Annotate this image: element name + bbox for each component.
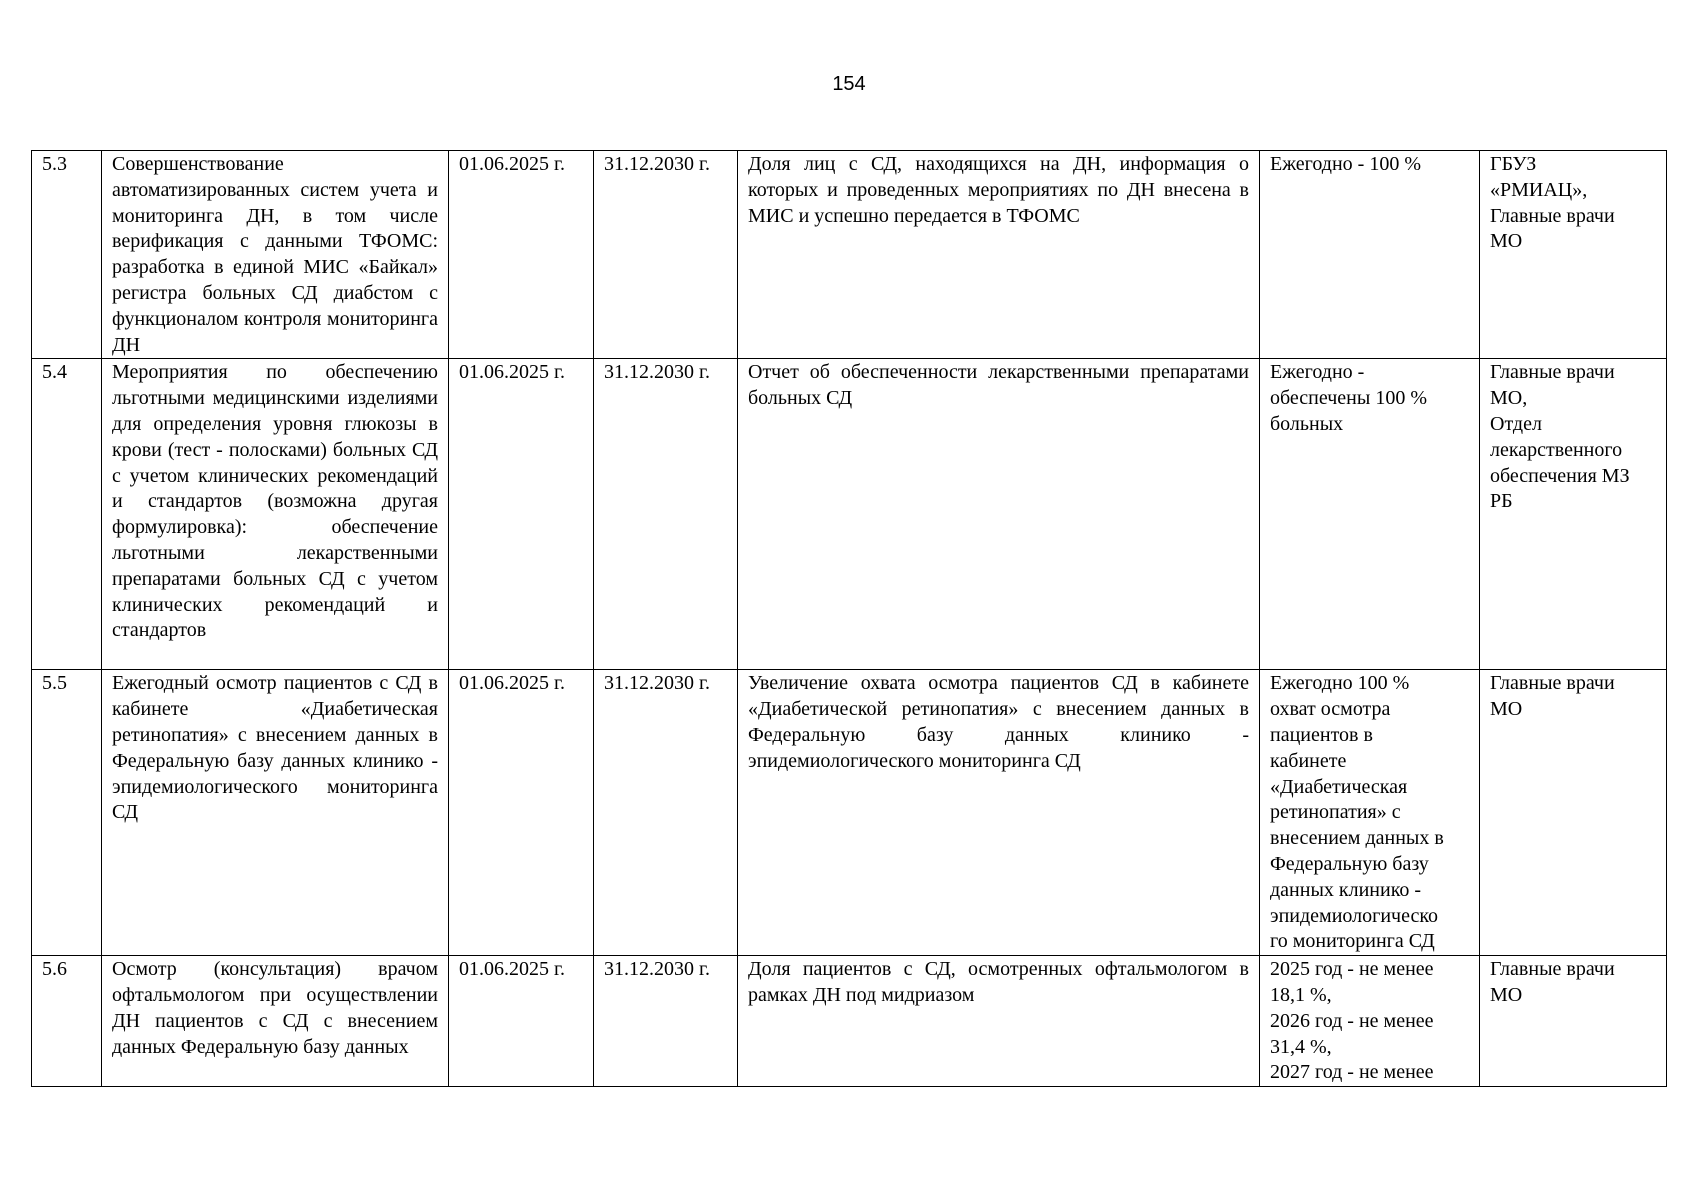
row-number: 5.5: [32, 670, 102, 956]
indicator-line: внесением данных в: [1270, 827, 1444, 850]
indicator-line: больных: [1270, 412, 1344, 435]
responsible-cell: [1480, 956, 1667, 1087]
start-date-cell: 01.06.2025 г.: [449, 956, 594, 1087]
responsible-line: МО,: [1490, 387, 1528, 410]
indicator-line: Ежегодно 100 %: [1270, 672, 1410, 695]
page-number: 154: [832, 73, 866, 95]
indicator-cell: [1260, 670, 1480, 956]
responsible-line: РБ: [1490, 490, 1513, 513]
indicator-line: 2027 год - не менее: [1270, 1061, 1434, 1084]
indicator-cell: [1260, 359, 1480, 670]
responsible-line: лекарственного: [1490, 438, 1623, 461]
table-row: [32, 670, 1667, 956]
indicator-line: Федеральную базу: [1270, 852, 1429, 875]
indicator-line: Ежегодно - 100 %: [1270, 153, 1421, 175]
responsible-cell: [1480, 670, 1667, 956]
activities-table: [31, 150, 1667, 1087]
result-cell: Доля лиц с СД, находящихся на ДН, информация о которых и проведенных мероприятиях по ДН внесена в МИС и успешно передается в ТФОМС: [738, 151, 1260, 359]
responsible-line: обеспечения МЗ: [1490, 464, 1630, 487]
responsible-line: Отдел: [1490, 412, 1542, 435]
responsible-line: «РМИАЦ»,: [1490, 178, 1588, 201]
indicator-line: 2026 год - не менее: [1270, 1009, 1434, 1032]
responsible-line: МО: [1490, 983, 1523, 1006]
start-date-cell: 01.06.2025 г.: [449, 151, 594, 359]
activity-cell: Осмотр (консультация) врачом офтальмологом при осуществлении ДН пациентов с СД с внесением данных Федеральную базу данных: [102, 956, 449, 1087]
row-number: 5.4: [32, 359, 102, 670]
end-date-cell: 31.12.2030 г.: [594, 956, 738, 1087]
responsible-line: Главные врачи: [1490, 204, 1615, 227]
responsible-line: МО: [1490, 230, 1523, 253]
result-cell: Доля пациентов с СД, осмотренных офтальмологом в рамках ДН под мидриазом: [738, 956, 1260, 1087]
responsible-line: Главные врачи: [1490, 361, 1615, 384]
table-row: [32, 956, 1667, 1087]
indicator-line: данных клинико -: [1270, 878, 1422, 901]
end-date-cell: 31.12.2030 г.: [594, 670, 738, 956]
indicator-line: 31,4 %,: [1270, 1035, 1332, 1058]
responsible-line: МО: [1490, 698, 1523, 721]
responsible-line: ГБУЗ: [1490, 153, 1537, 175]
indicator-line: Ежегодно -: [1270, 361, 1365, 384]
responsible-cell: [1480, 151, 1667, 359]
indicator-line: охват осмотра: [1270, 698, 1391, 721]
activity-cell: Совершенствование автоматизированных систем учета и мониторинга ДН, в том числе верификация с данными ТФОМС: разработка в единой МИС «Байкал» регистра больных СД диабстом с функционалом контроля мониторинга ДН: [102, 151, 449, 359]
end-date-cell: 31.12.2030 г.: [594, 359, 738, 670]
row-number: 5.3: [32, 151, 102, 359]
indicator-line: кабинете: [1270, 749, 1347, 772]
result-cell: Увеличение охвата осмотра пациентов СД в кабинете «Диабетической ретинопатия» с внесением данных в Федеральную базу данных клинико - эпидемиологического мониторинга СД: [738, 670, 1260, 956]
end-date-cell: 31.12.2030 г.: [594, 151, 738, 359]
responsible-line: Главные врачи: [1490, 672, 1615, 695]
responsible-line: Главные врачи: [1490, 958, 1615, 981]
row-number: 5.6: [32, 956, 102, 1087]
table-row: [32, 151, 1667, 359]
indicator-line: 18,1 %,: [1270, 983, 1332, 1006]
result-cell: Отчет об обеспеченности лекарственными препаратами больных СД: [738, 359, 1260, 670]
indicator-cell: [1260, 956, 1480, 1087]
indicator-line: обеспечены 100 %: [1270, 387, 1427, 410]
indicator-line: го мониторинга СД: [1270, 930, 1435, 953]
activity-cell: Ежегодный осмотр пациентов с СД в кабинете «Диабетическая ретинопатия» с внесением данных в Федеральную базу данных клинико - эпидемиологического мониторинга СД: [102, 670, 449, 956]
indicator-line: «Диабетическая: [1270, 775, 1408, 798]
indicator-line: пациентов в: [1270, 723, 1373, 746]
indicator-line: ретинопатия» с: [1270, 801, 1401, 824]
indicator-line: 2025 год - не менее: [1270, 958, 1434, 981]
start-date-cell: 01.06.2025 г.: [449, 359, 594, 670]
start-date-cell: 01.06.2025 г.: [449, 670, 594, 956]
activity-cell: Мероприятия по обеспечению льготными медицинскими изделиями для определения уровня глюкозы в крови (тест - полосками) больных СД с учетом клинических рекомендаций и стандартов (возможна другая формулировка): обеспечение льготными лекарственными препаратами больных СД с учетом клинических рекомендаций и стандартов: [102, 359, 449, 670]
indicator-line: эпидемиологическо: [1270, 904, 1439, 927]
responsible-cell: [1480, 359, 1667, 670]
indicator-cell: [1260, 151, 1480, 359]
table-row: [32, 359, 1667, 670]
